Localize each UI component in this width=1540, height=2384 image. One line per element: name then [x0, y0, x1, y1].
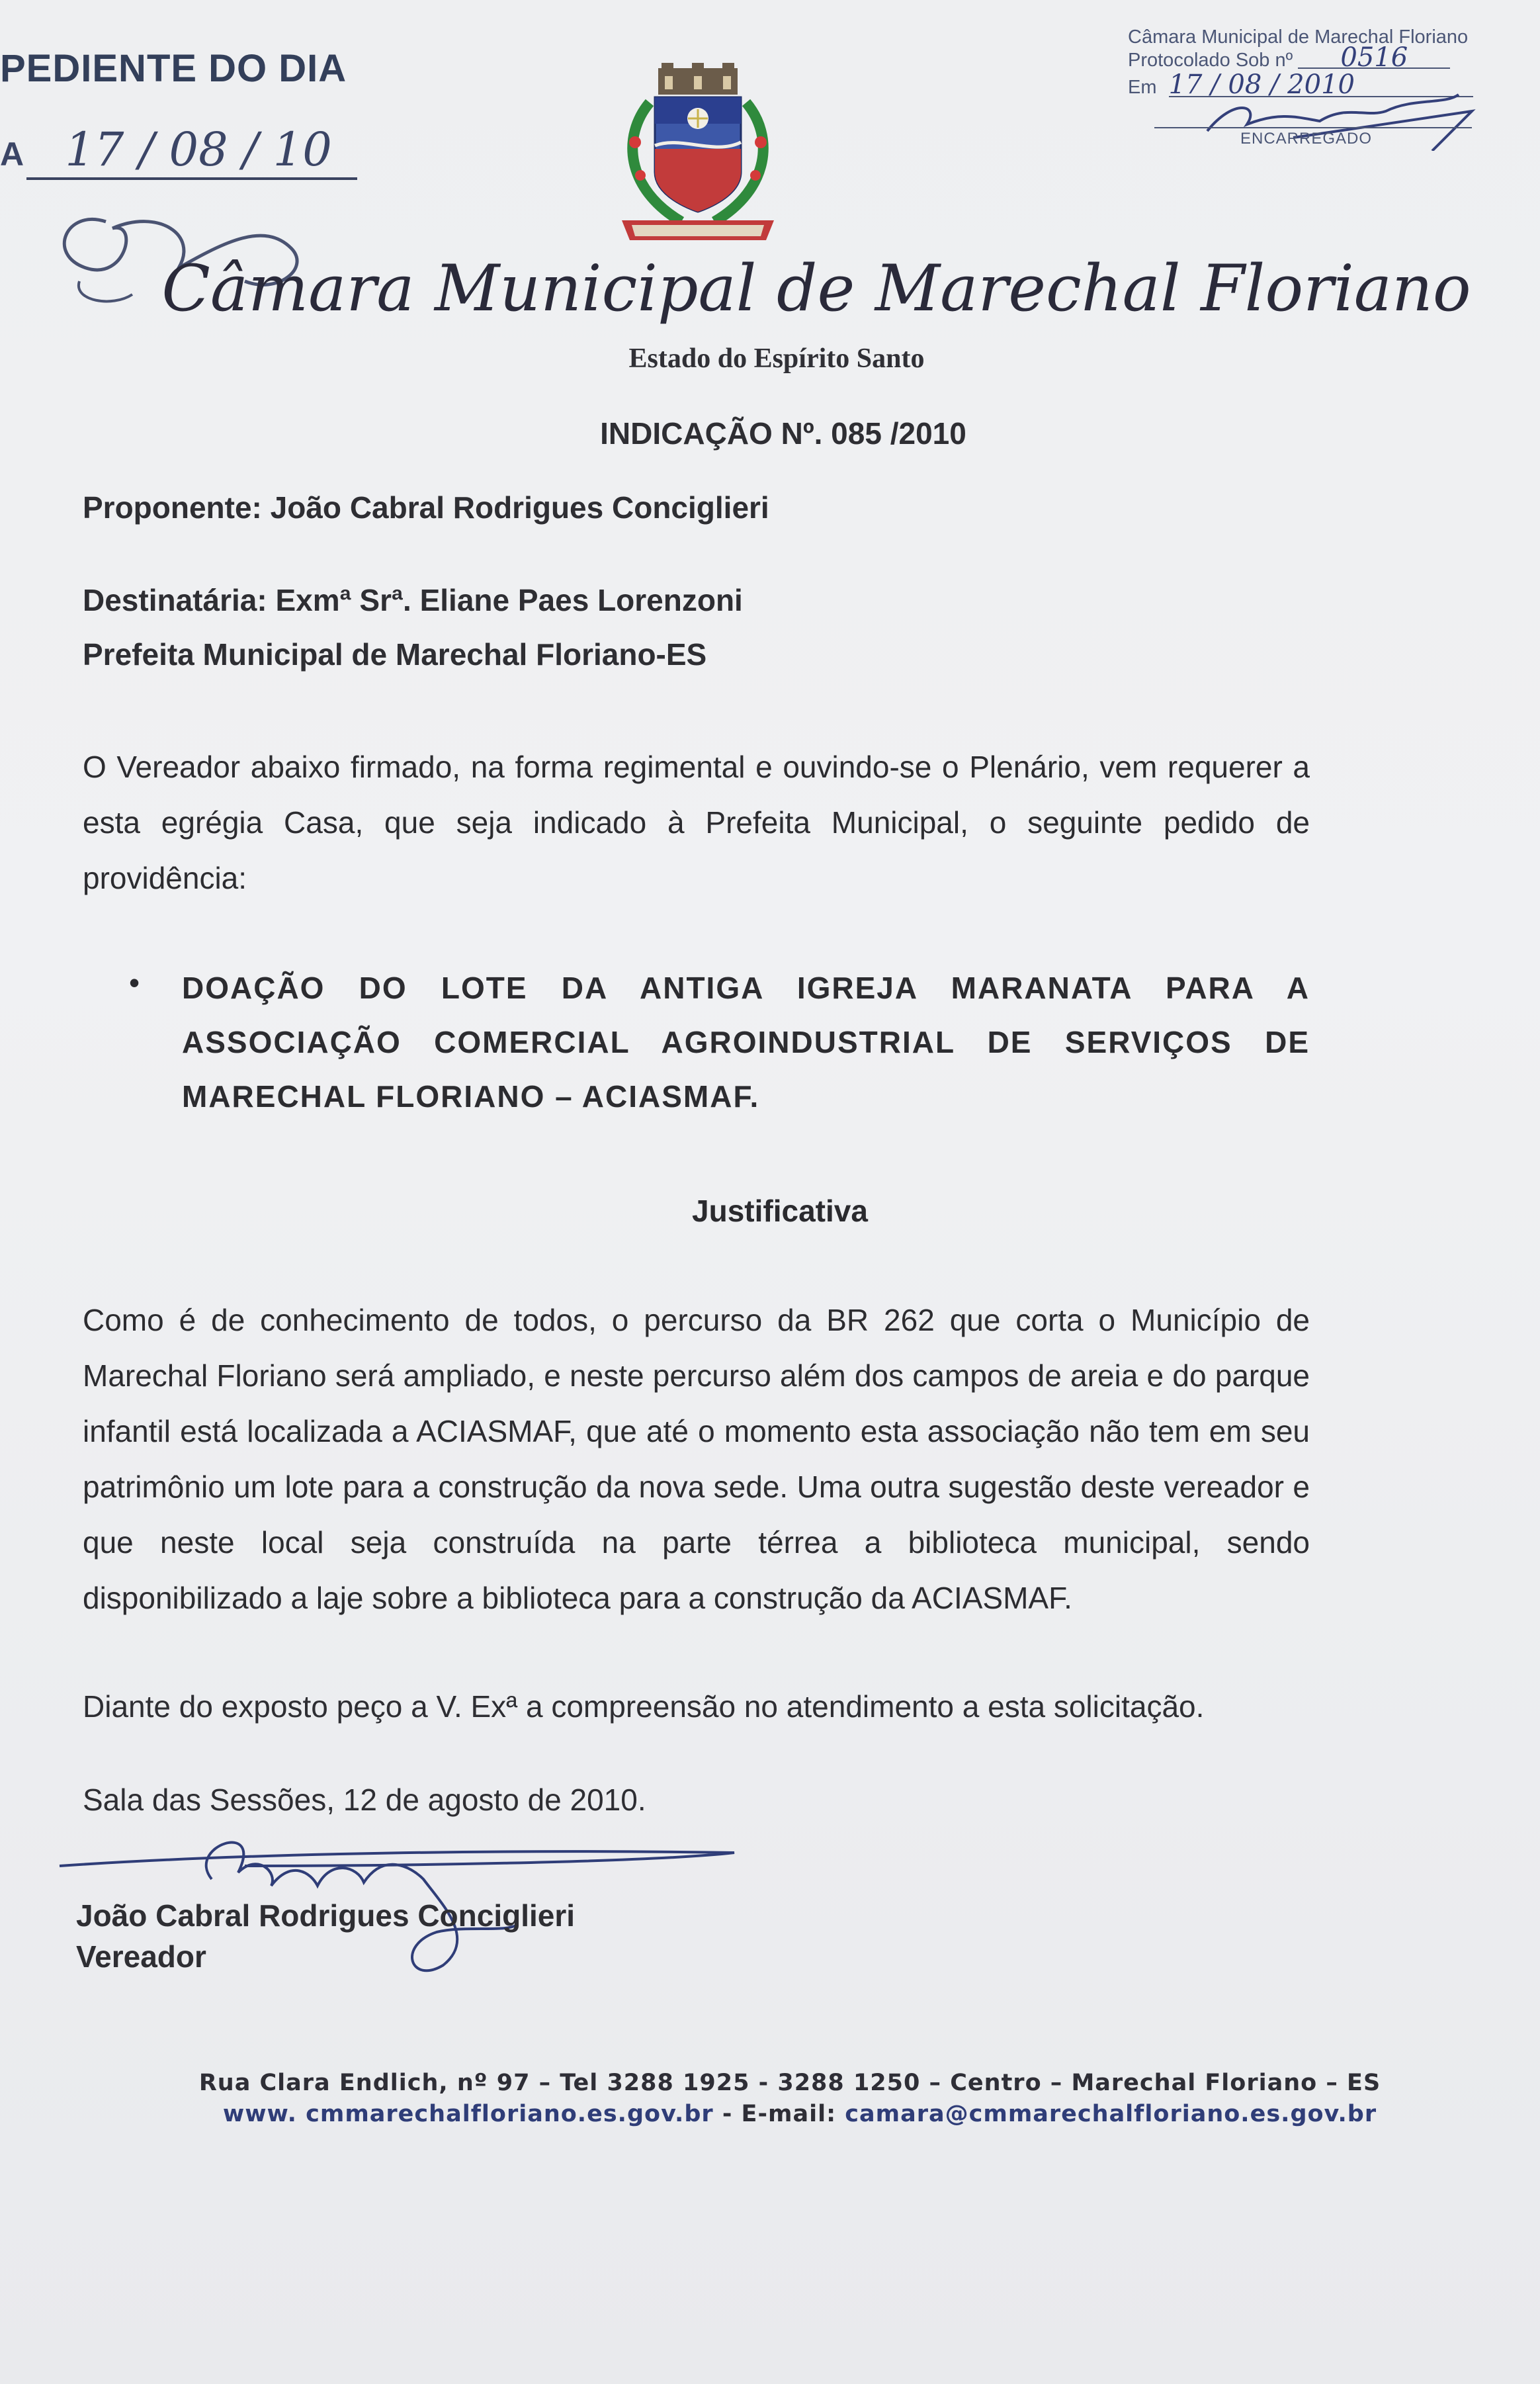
stamp-date-value: 17 / 08 / 10: [65, 122, 332, 177]
institution-title: Câmara Municipal de Marechal Floriano: [161, 251, 1471, 326]
bullet-icon: •: [129, 965, 140, 1000]
stamp-expediente-title: PEDIENTE DO DIA: [0, 47, 347, 90]
destinataria-name: Exmª Srª. Eliane Paes Lorenzoni: [275, 583, 743, 617]
justification-paragraph: [83, 1292, 1310, 1626]
protocol-role: ENCARREGADO: [1240, 130, 1373, 148]
proponente-label: Proponente:: [83, 490, 262, 525]
footer-contact: [0, 2101, 1540, 2127]
protocol-number-label: Protocolado Sob nº: [1128, 50, 1293, 71]
footer-email[interactable]: camara@cmmarechalfloriano.es.gov.br: [845, 2101, 1377, 2127]
signer-role: Vereador: [76, 1939, 206, 1974]
justification-text: Como é de conhecimento de todos, o percurso da BR 262 que corta o Município de Marechal Floriano será ampliado, e neste percurso além dos campos de areia e do parque infantil está localizada a ACIASMAF, que até o momento esta associação não tem em seu patrimônio um lote para a construção da nova sede. Uma outra sugestão deste vereador e que neste local seja construída na parte térrea a biblioteca municipal, sendo disponibilizado a laje sobre a biblioteca para a construção da ACIASMAF.: [83, 1303, 1310, 1615]
intro-paragraph: [83, 739, 1310, 906]
indicacao-number: INDICAÇÃO Nº. 085 /2010: [600, 416, 966, 451]
stamp-expediente-date: [0, 122, 332, 177]
footer-address: Rua Clara Endlich, nº 97 – Tel 3288 1925 - 3288 1250 – Centro – Marechal Floriano – ES: [198, 2070, 1381, 2096]
intro-text: O Vereador abaixo firmado, na forma regimental e ouvindo-se o Plenário, vem requerer a esta egrégia Casa, que seja indicado à Prefeita Municipal, o seguinte pedido de providência:: [83, 750, 1310, 895]
destinataria-line: [83, 582, 743, 618]
footer-email-label: - E-mail:: [722, 2101, 837, 2127]
place-date: Sala das Sessões, 12 de agosto de 2010.: [83, 1783, 646, 1817]
stamp-date-underline: [26, 177, 357, 180]
stamp-date-prefix: A: [0, 136, 24, 173]
institution-subtitle: Estado do Espírito Santo: [628, 343, 925, 374]
proponente-line: [83, 490, 769, 525]
protocol-date-label: Em: [1128, 77, 1157, 98]
destinataria-label: Destinatária:: [83, 583, 267, 617]
protocol-number: 0516: [1298, 48, 1450, 69]
protocol-date: 17 / 08 / 2010: [1169, 73, 1473, 97]
protocol-stamp: [1128, 26, 1512, 157]
footer-website[interactable]: www. cmmarechalfloriano.es.gov.br: [222, 2101, 714, 2127]
signer-name: João Cabral Rodrigues Conciglieri: [76, 1898, 576, 1933]
request-item: DOAÇÃO DO LOTE DA ANTIGA IGREJA MARANATA PARA A ASSOCIAÇÃO COMERCIAL AGROINDUSTRIAL DE SERVIÇOS DE MARECHAL FLORIANO – ACIASMAF.: [182, 971, 1310, 1114]
municipal-coat-of-arms: [609, 63, 787, 255]
destinataria-role: Prefeita Municipal de Marechal Floriano-ES: [83, 637, 707, 672]
proponente-name: João Cabral Rodrigues Conciglieri: [270, 490, 769, 525]
justification-heading: Justificativa: [692, 1194, 868, 1228]
protocol-stamp-institution: Câmara Municipal de Marechal Floriano: [1128, 26, 1469, 48]
closing-text: Diante do exposto peço a V. Exª a compreensão no atendimento a esta solicitação.: [83, 1689, 1205, 1724]
